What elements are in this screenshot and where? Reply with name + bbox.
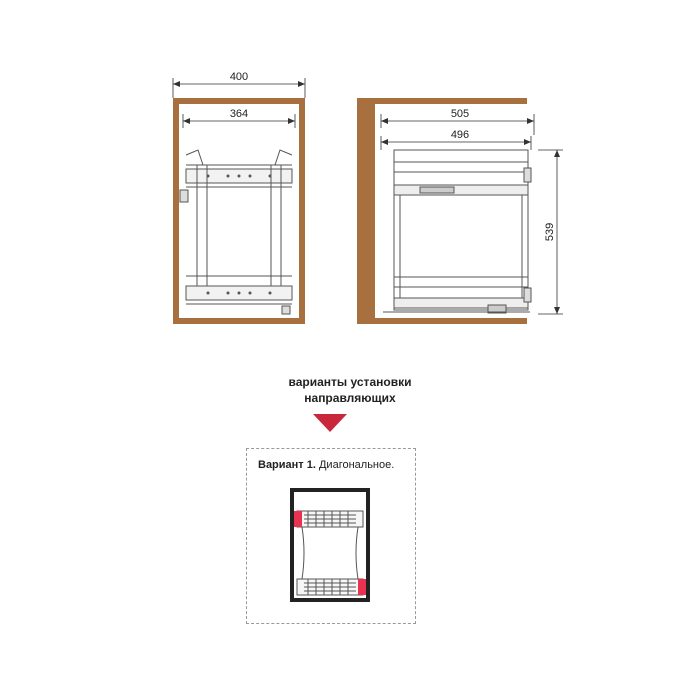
- install-options-heading-line2: направляющих: [304, 391, 396, 405]
- side-cabinet-bottom: [357, 318, 527, 324]
- down-arrow-icon: [313, 414, 347, 432]
- front-view: [173, 71, 305, 324]
- variant-1-caption: [258, 459, 394, 471]
- dim-364-label: 364: [229, 108, 249, 120]
- side-cabinet-frame: [357, 98, 375, 324]
- side-basket: [383, 150, 531, 313]
- dim-539-label: 539: [544, 222, 556, 242]
- install-options-heading-line1: варианты установки: [288, 375, 412, 389]
- side-cabinet-top: [357, 98, 527, 104]
- dim-496-label: 496: [450, 129, 470, 141]
- dim-400-label: 400: [229, 71, 249, 83]
- variant-1-box: [246, 448, 416, 624]
- dim-505-label: 505: [450, 108, 470, 120]
- variant-1-description: Диагональное.: [318, 459, 395, 471]
- side-view: [357, 98, 563, 324]
- variant-1-title: Вариант 1.: [258, 459, 316, 471]
